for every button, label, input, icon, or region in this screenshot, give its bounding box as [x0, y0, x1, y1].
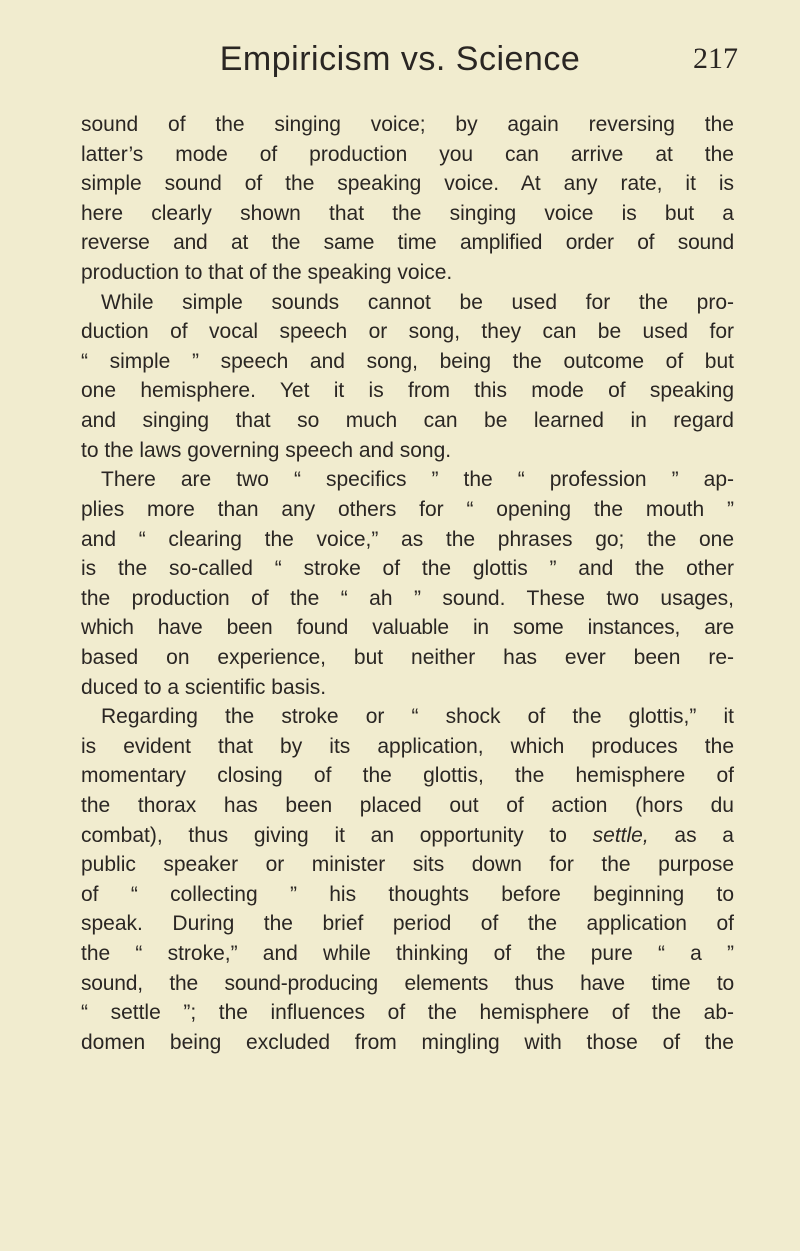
italic-emphasis: settle,	[592, 823, 649, 847]
text-line: here clearly shown that the singing voice is but a	[81, 201, 734, 225]
text-line: “ settle ”; the influences of the hemisphere of the ab-	[81, 1001, 734, 1025]
text-line: sound of the singing voice; by again reversing the	[81, 113, 734, 136]
text-line: duced to a scientific basis.	[81, 675, 327, 699]
text-line: production to that of the speaking voice.	[81, 261, 453, 285]
text-line: is evident that by its application, which produces the	[81, 734, 734, 758]
text-line: and “ clearing the voice,” as the phrases go; the one	[81, 527, 734, 551]
text-line: of “ collecting ” his thoughts before beginning to	[81, 882, 734, 906]
text-line: duction of vocal speech or song, they can be used for	[81, 320, 734, 344]
page-number: 217	[693, 42, 738, 75]
text-line: the thorax has been placed out of action (hors du	[81, 794, 734, 818]
text-line: While simple sounds cannot be used for the pro-	[101, 290, 734, 314]
text-line: Regarding the stroke or “ shock of the glottis,” it	[101, 705, 734, 729]
text-line: “ simple ” speech and song, being the outcome of but	[81, 349, 734, 373]
text-line: the “ stroke,” and while thinking of the pure “ a ”	[81, 942, 734, 966]
text-line	[81, 821, 734, 851]
text-segment: as a	[648, 823, 734, 847]
text-line: to the laws governing speech and song.	[81, 438, 452, 462]
text-line: public speaker or minister sits down for the purpose	[81, 853, 734, 877]
text-line: reverse and at the same time amplified order of sound	[81, 231, 734, 255]
text-line: simple sound of the speaking voice. At any rate, it is	[81, 172, 734, 196]
text-line: based on experience, but neither has ever been re-	[81, 645, 734, 669]
text-line: speak. During the brief period of the application of	[81, 912, 734, 936]
text-line: There are two “ specifics ” the “ profession ” ap-	[101, 468, 734, 492]
text-line: is the so-called “ stroke of the glottis ” and the other	[81, 557, 734, 581]
text-segment: combat), thus giving it an opportunity to	[81, 823, 567, 847]
text-line: sound, the sound-producing elements thus have time to	[81, 971, 734, 995]
running-title: Empiricism vs. Science	[219, 40, 581, 78]
text-line: domen being excluded from mingling with those of the	[81, 1030, 734, 1054]
body-text	[81, 110, 734, 1058]
text-line: plies more than any others for “ opening the mouth ”	[81, 497, 734, 521]
text-line: the production of the “ ah ” sound. These two usages,	[81, 586, 734, 610]
text-line: one hemisphere. Yet it is from this mode of speaking	[81, 379, 734, 403]
text-line: momentary closing of the glottis, the hemisphere of	[81, 764, 734, 788]
running-head	[0, 40, 800, 88]
text-line: which have been found valuable in some instances, are	[81, 616, 734, 640]
text-line: and singing that so much can be learned in regard	[81, 409, 734, 433]
text-line: latter’s mode of production you can arrive at the	[81, 142, 734, 166]
